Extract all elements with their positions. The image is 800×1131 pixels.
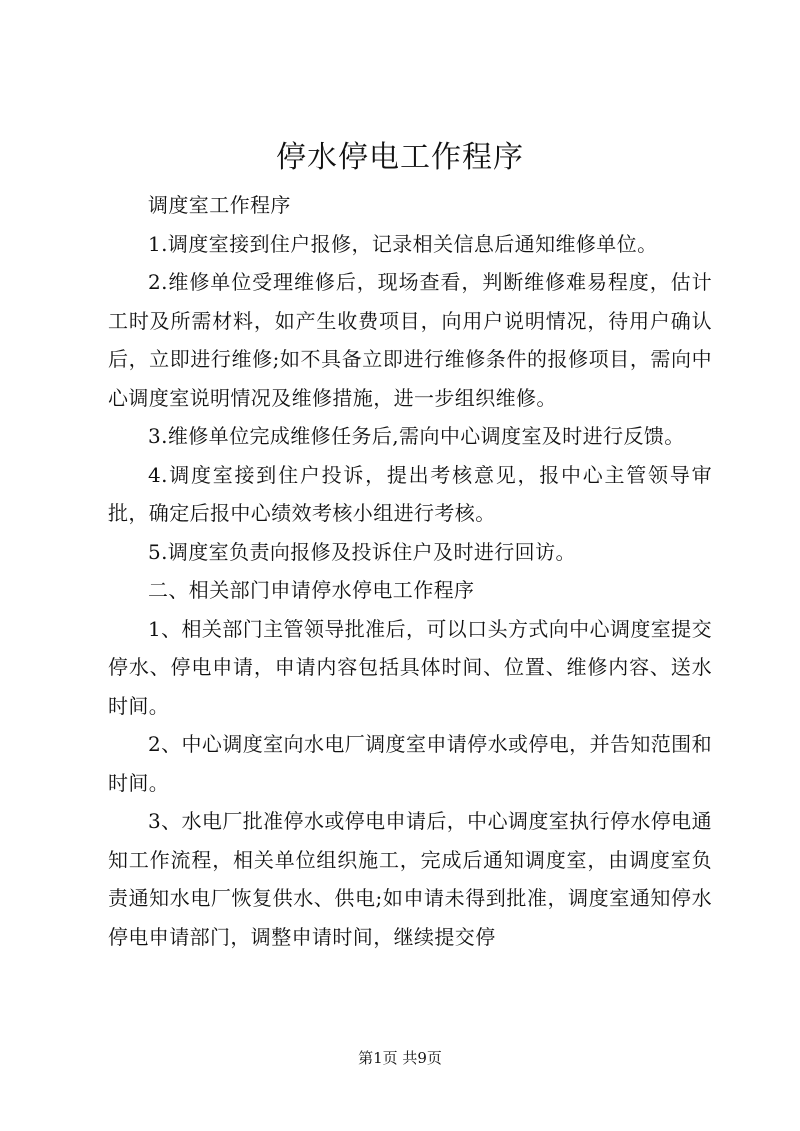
paragraph: 调度室工作程序 [148, 193, 291, 217]
paragraph: 5.调度室负责向报修及投诉住户及时进行回访。 [148, 539, 576, 564]
page-number: 第1页 共9页 [358, 1049, 442, 1067]
paragraph: 2.维修单位受理维修后，现场查看，判断维修难易程度，估计工时及所需材料，如产生收费项目，向用户说明情况，待用户确认后，立即进行维修;如不具备立即进行维修条件的报修项目，需向中心调度室说明情况及维修措施，进一步组织维修。 [108, 270, 712, 410]
paragraph: 4.调度室接到住户投诉，提出考核意见，报中心主管领导审批，确定后报中心绩效考核小组进行考核。 [108, 462, 712, 525]
paragraph: 2、中心调度室向水电厂调度室申请停水或停电，并告知范围和时间。 [108, 732, 712, 795]
document-body [108, 186, 712, 956]
paragraph: 1.调度室接到住户报修，记录相关信息后通知维修单位。 [148, 231, 658, 256]
paragraph: 3.维修单位完成维修任务后,需向中心调度室及时进行反馈。 [148, 424, 685, 448]
paragraph: 3、水电厂批准停水或停电申请后，中心调度室执行停水停电通知工作流程，相关单位组织施工，完成后通知调度室，由调度室负责通知水电厂恢复供水、供电;如申请未得到批准，调度室通知停水停电申请部门，调整申请时间，继续提交停 [108, 809, 712, 949]
paragraph: 1、相关部门主管领导批准后，可以口头方式向中心调度室提交停水、停电申请，申请内容包括具体时间、位置、维修内容、送水时间。 [108, 616, 712, 718]
document-title: 停水停电工作程序 [276, 140, 524, 175]
section-heading: 二、相关部门申请停水停电工作程序 [148, 578, 475, 602]
